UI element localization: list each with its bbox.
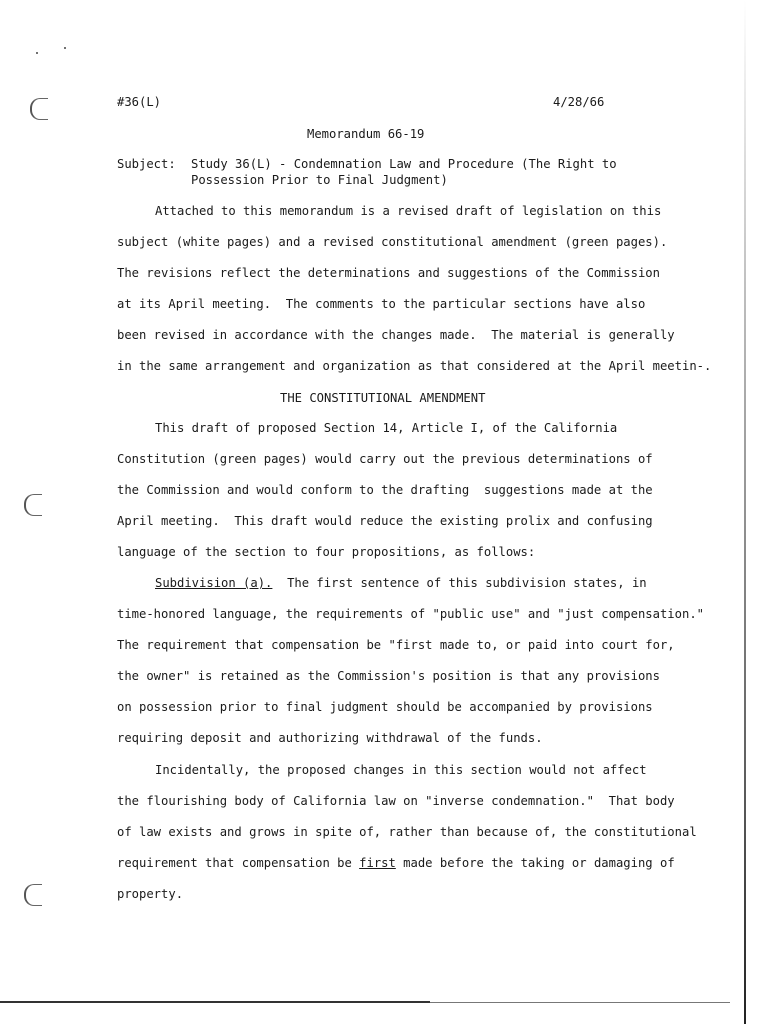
body-line: The requirement that compensation be "first made to, or paid into court for, — [117, 638, 675, 652]
body-line: subject (white pages) and a revised constitutional amendment (green pages). — [117, 235, 668, 249]
subdivision-heading: Subdivision (a). — [155, 576, 273, 590]
subject-label: Subject: — [117, 157, 176, 171]
body-line: on possession prior to final judgment should be accompanied by provisions — [117, 700, 653, 714]
body-line: the owner" is retained as the Commission's position is that any provisions — [117, 669, 660, 683]
body-line: the Commission and would conform to the drafting suggestions made at the — [117, 483, 653, 497]
body-line: in the same arrangement and organization as that considered at the April meetin-. — [117, 359, 712, 373]
body-text: made before the taking or damaging of — [395, 856, 675, 870]
subject-line: Possession Prior to Final Judgment) — [191, 173, 448, 187]
scan-bottom-edge — [430, 1002, 730, 1003]
body-line: requiring deposit and authorizing withdrawal of the funds. — [117, 731, 543, 745]
body-line: time-honored language, the requirements of "public use" and "just compensation." — [117, 607, 704, 621]
scan-speck — [36, 52, 38, 54]
scan-edge — [744, 0, 746, 1024]
body-line — [155, 575, 647, 591]
scan-bottom-edge — [0, 1001, 430, 1003]
scan-speck — [64, 47, 66, 49]
emphasized-word: first — [359, 856, 396, 870]
body-line: The revisions reflect the determinations and suggestions of the Commission — [117, 266, 660, 280]
body-line: This draft of proposed Section 14, Article I, of the California — [155, 421, 618, 435]
body-line: been revised in accordance with the changes made. The material is generally — [117, 328, 675, 342]
body-line: at its April meeting. The comments to the particular sections have also — [117, 297, 646, 311]
subject-line: Study 36(L) - Condemnation Law and Procedure (The Right to — [191, 157, 617, 171]
punch-hole-mark — [24, 884, 42, 906]
body-line: the flourishing body of California law on "inverse condemnation." That body — [117, 794, 675, 808]
study-number: #36(L) — [117, 95, 162, 109]
body-line: Incidentally, the proposed changes in this section would not affect — [155, 763, 647, 777]
body-line: Constitution (green pages) would carry out the previous determinations of — [117, 452, 653, 466]
memo-title: Memorandum 66-19 — [307, 127, 425, 141]
section-heading: THE CONSTITUTIONAL AMENDMENT — [280, 391, 486, 405]
body-text: requirement that compensation be — [117, 856, 360, 870]
body-line: of law exists and grows in spite of, rather than because of, the constitutional — [117, 825, 697, 839]
body-line: language of the section to four propositions, as follows: — [117, 545, 536, 559]
punch-hole-mark — [24, 494, 42, 516]
body-line — [117, 855, 675, 871]
body-line: April meeting. This draft would reduce the existing prolix and confusing — [117, 514, 653, 528]
body-text: The first sentence of this subdivision states, in — [272, 576, 647, 590]
body-line: property. — [117, 887, 184, 901]
punch-hole-mark — [30, 98, 48, 120]
body-line: Attached to this memorandum is a revised draft of legislation on this — [155, 204, 662, 218]
memo-date: 4/28/66 — [553, 95, 605, 109]
